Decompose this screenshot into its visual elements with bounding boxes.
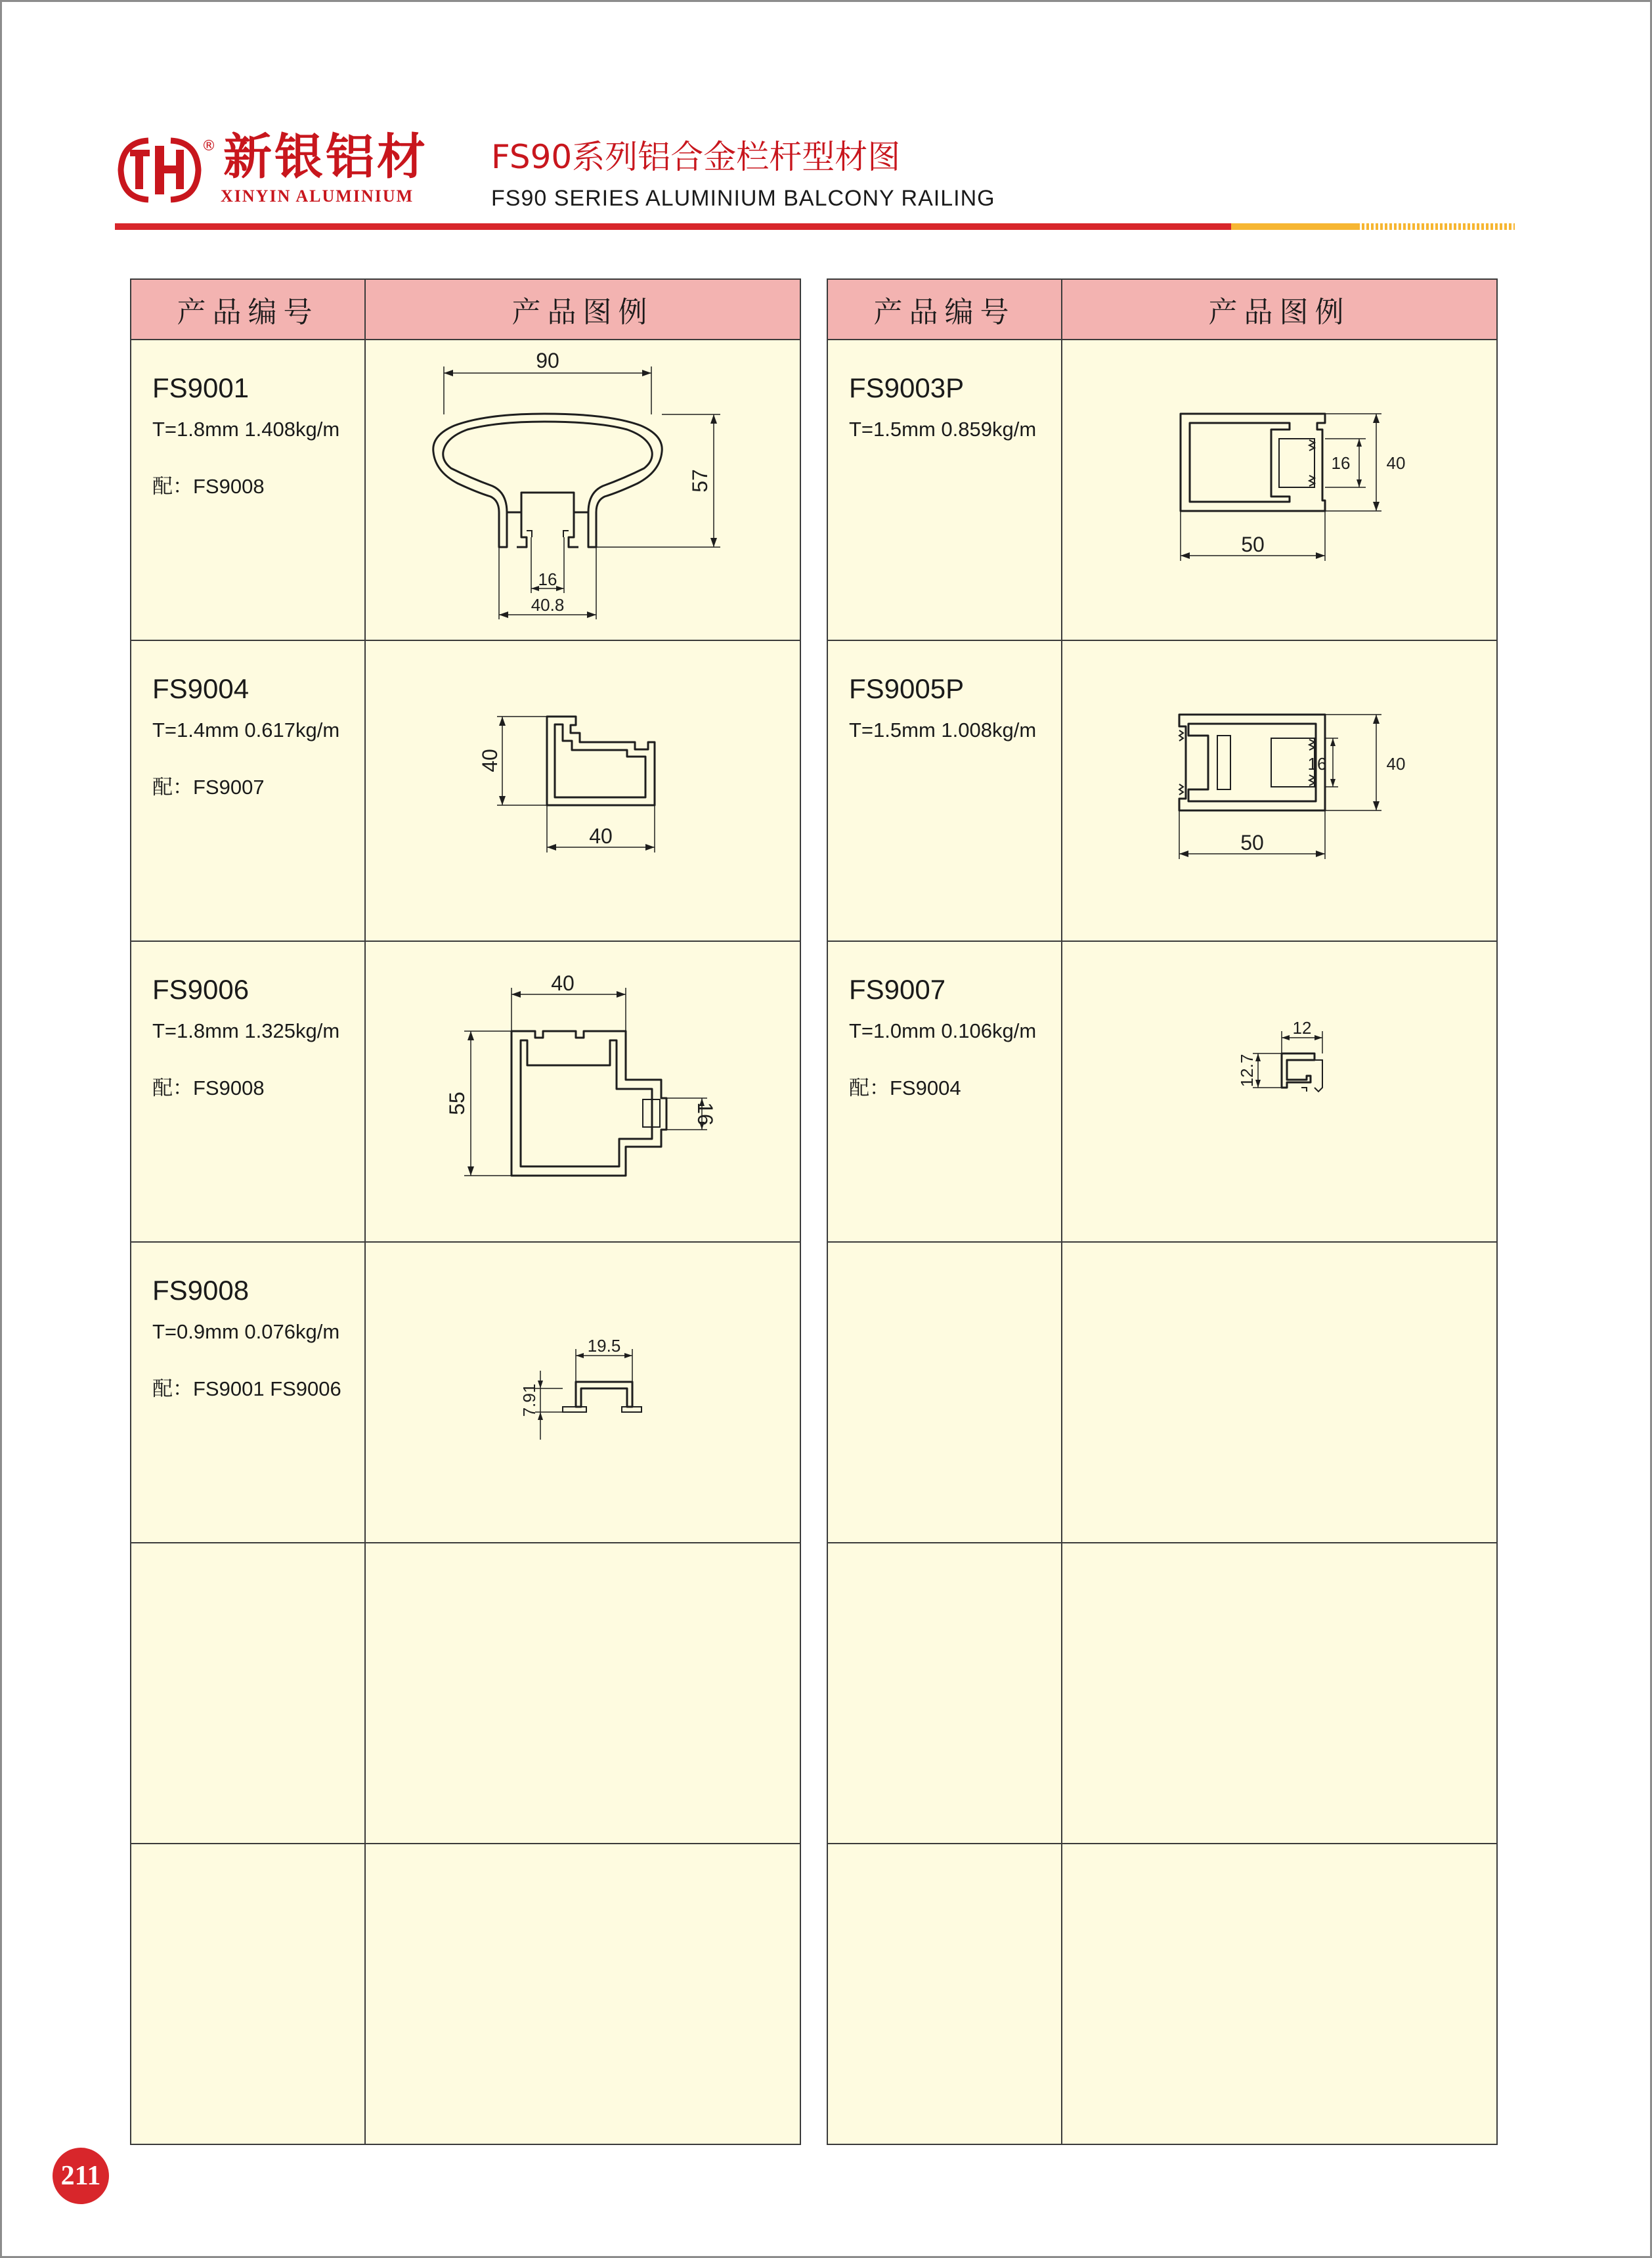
dim-label: 40 [1386, 754, 1406, 774]
dim-label: 16 [1331, 453, 1351, 473]
product-info-cell [131, 640, 365, 941]
dim-label: 40 [478, 749, 502, 772]
page-number: 211 [53, 2148, 109, 2204]
table-row [131, 340, 800, 640]
dim-label: 16 [693, 1102, 717, 1126]
product-info-cell [131, 1242, 365, 1543]
product-figure-cell [365, 941, 800, 1242]
table-row [131, 1543, 800, 1844]
xinyin-logo [117, 137, 202, 204]
product-figure-cell [1062, 640, 1497, 941]
catalog-table-left [130, 278, 801, 2145]
dim-label: 55 [445, 1092, 469, 1115]
empty-cell [131, 1844, 365, 2144]
profile-drawing-fs9005p [1062, 641, 1498, 941]
product-info-cell [827, 340, 1062, 640]
profile-drawing-fs9003p [1062, 340, 1498, 640]
dim-label: 40 [589, 824, 613, 848]
product-spec: T=1.0mm 0.106kg/m [849, 1019, 1037, 1042]
page-title-en: FS90 SERIES ALUMINIUM BALCONY RAILING [491, 186, 995, 211]
product-code: FS9004 [152, 673, 250, 704]
empty-cell [827, 1242, 1062, 1543]
dim-label: 57 [688, 469, 712, 493]
header-rule-dots [1357, 223, 1515, 230]
profile-drawing-fs9008 [366, 1243, 801, 1542]
dim-label: 12 [1292, 1018, 1312, 1038]
product-figure-cell [365, 640, 800, 941]
empty-cell [1062, 1844, 1497, 2144]
table-row [827, 941, 1497, 1242]
column-header-code: 产品编号 [827, 279, 1062, 340]
dim-label: 16 [1307, 754, 1327, 774]
empty-cell [365, 1543, 800, 1844]
header-rule-red [115, 223, 1231, 230]
dim-label: 90 [536, 349, 559, 372]
product-info-cell [827, 941, 1062, 1242]
product-figure-cell [1062, 340, 1497, 640]
dim-label: 7.91 [519, 1383, 539, 1417]
product-info-cell [827, 640, 1062, 941]
empty-cell [1062, 1543, 1497, 1844]
table-row [131, 941, 800, 1242]
table-row [131, 1242, 800, 1543]
product-code: FS9005P [849, 673, 965, 704]
registered-mark: ® [202, 138, 216, 154]
table-row [827, 1844, 1497, 2144]
empty-cell [131, 1543, 365, 1844]
empty-cell [827, 1543, 1062, 1844]
product-spec: T=1.4mm 0.617kg/m [152, 719, 340, 742]
product-figure-cell [365, 340, 800, 640]
product-code: FS9007 [849, 974, 946, 1005]
product-spec: T=1.5mm 1.008kg/m [849, 719, 1037, 742]
table-row [131, 640, 800, 941]
profile-drawing-fs9007 [1062, 942, 1498, 1241]
table-row [131, 1844, 800, 2144]
dim-label: 40 [551, 971, 575, 995]
product-fitting: 配：FS9004 [849, 1076, 961, 1099]
product-fitting: 配：FS9001 FS9006 [152, 1377, 341, 1400]
product-code: FS9003P [849, 372, 965, 403]
table-row [827, 1543, 1497, 1844]
product-fitting: 配：FS9008 [152, 1076, 265, 1099]
table-row [827, 340, 1497, 640]
product-spec: T=1.8mm 1.408kg/m [152, 418, 340, 441]
profile-drawing-fs9004 [366, 641, 801, 941]
dim-label: 40 [1386, 453, 1406, 473]
product-info-cell [131, 340, 365, 640]
dim-label: 12.7 [1237, 1053, 1257, 1088]
profile-drawing-fs9001 [366, 340, 801, 640]
profile-drawing-fs9006 [366, 942, 801, 1241]
empty-cell [365, 1844, 800, 2144]
product-code: FS9001 [152, 372, 250, 403]
product-fitting: 配：FS9007 [152, 776, 265, 799]
table-row [827, 1242, 1497, 1543]
empty-cell [1062, 1242, 1497, 1543]
dim-label: 40.8 [531, 595, 565, 615]
dim-label: 16 [538, 569, 557, 589]
product-figure-cell [365, 1242, 800, 1543]
dim-label: 50 [1241, 533, 1265, 556]
dim-label: 19.5 [587, 1336, 621, 1356]
product-spec: T=1.5mm 0.859kg/m [849, 418, 1037, 441]
product-fitting: 配：FS9008 [152, 475, 265, 498]
empty-cell [827, 1844, 1062, 2144]
product-spec: T=0.9mm 0.076kg/m [152, 1320, 340, 1343]
catalog-table-right [827, 278, 1498, 2145]
column-header-code: 产品编号 [131, 279, 365, 340]
dim-label: 50 [1240, 831, 1264, 854]
product-figure-cell [1062, 941, 1497, 1242]
table-row [827, 640, 1497, 941]
product-spec: T=1.8mm 1.325kg/m [152, 1019, 340, 1042]
header-rule-gold [1231, 223, 1357, 230]
brand-name-en: XINYIN ALUMINIUM [221, 187, 414, 206]
column-header-figure: 产品图例 [1062, 279, 1497, 340]
product-code: FS9006 [152, 974, 250, 1005]
product-code: FS9008 [152, 1275, 250, 1306]
page-title-cn: FS90系列铝合金栏杆型材图 [491, 138, 901, 176]
brand-name-cn: 新银铝材 [223, 129, 428, 185]
column-header-figure: 产品图例 [365, 279, 800, 340]
product-info-cell [131, 941, 365, 1242]
